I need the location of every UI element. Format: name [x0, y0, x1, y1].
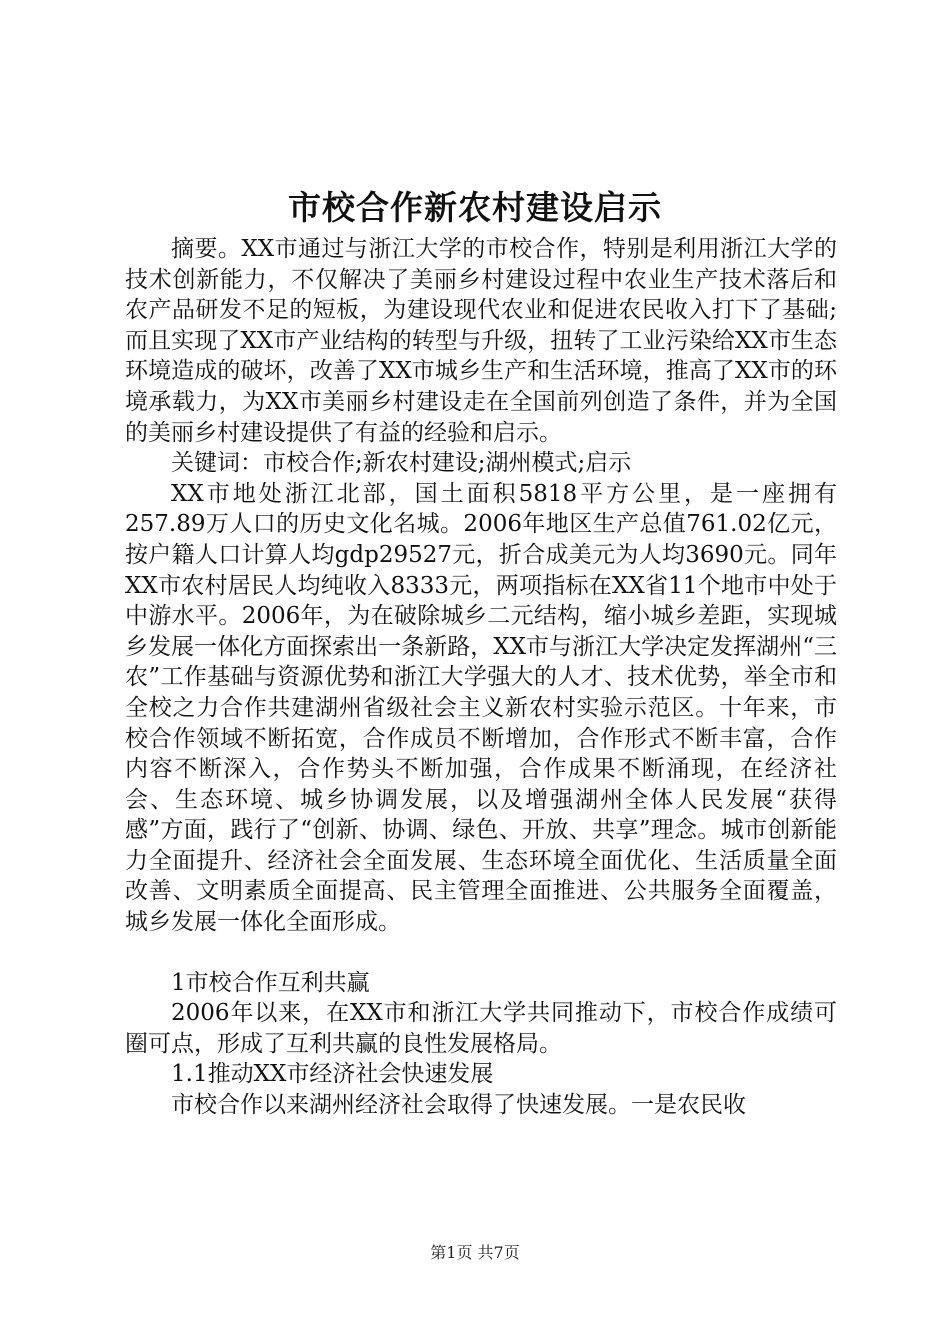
intro-paragraph: XX市地处浙江北部，国土面积5818平方公里，是一座拥有257.89万人口的历史文化名城。2006年地区生产总值761.02亿元，按户籍人口计算人均gdp29527元，折合成美元为人均3690元。同年XX市农村居民人均纯收入8333元，两项指标在XX省11个地市中处于中游水平。2006年，为在破除城乡二元结构，缩小城乡差距，实现城乡发展一体化方面探索出一条新路，XX市与浙江大学决定发挥湖州“三农”工作基础与资源优势和浙江大学强大的人才、技术优势，举全市和全校之力合作共建湖州省级社会主义新农村实验示范区。十年来，市校合作领域不断拓宽，合作成员不断增加，合作形式不断丰富，合作内容不断深入，合作势头不断加强，合作成果不断涌现，在经济社会、生态环境、城乡协调发展，以及增强湖州全体人民发展“获得感”方面，践行了“创新、协调、绿色、开放、共享”理念。城市创新能力全面提升、经济社会全面发展、生态环境全面优化、生活质量全面改善、文明素质全面提高、民主管理全面推进、公共服务全面覆盖，城乡发展一体化全面形成。	[125, 480, 837, 936]
paragraph-gap	[125, 938, 837, 968]
keywords-line: 关键词：市校合作;新农村建设;湖州模式;启示	[171, 450, 632, 477]
section-1-1-heading: 1.1推动XX市经济社会快速发展	[171, 1061, 494, 1088]
document-title: 市校合作新农村建设启示	[288, 188, 662, 227]
section-1-paragraph: 2006年以来，在XX市和浙江大学共同推动下，市校合作成绩可圈可点，形成了互利共赢的良性发展格局。	[125, 1000, 837, 1057]
abstract-paragraph: 摘要。XX市通过与浙江大学的市校合作，特别是利用浙江大学的技术创新能力，不仅解决了美丽乡村建设过程中农业生产技术落后和农产品研发不足的短板，为建设现代农业和促进农民收入打下了基础;而且实现了XX市产业结构的转型与升级，扭转了工业污染给XX市生态环境造成的破坏，改善了XX市城乡生产和生活环境，推高了XX市的环境承载力，为XX市美丽乡村建设走在全国前列创造了条件，并为全国的美丽乡村建设提供了有益的经验和启示。	[125, 236, 837, 446]
section-1-1-paragraph: 市校合作以来湖州经济社会取得了快速发展。一是农民收	[171, 1092, 746, 1119]
section-1-heading: 1市校合作互利共赢	[171, 969, 370, 996]
document-body	[125, 234, 837, 1121]
page-footer: 第1页 共7页	[430, 1243, 520, 1262]
